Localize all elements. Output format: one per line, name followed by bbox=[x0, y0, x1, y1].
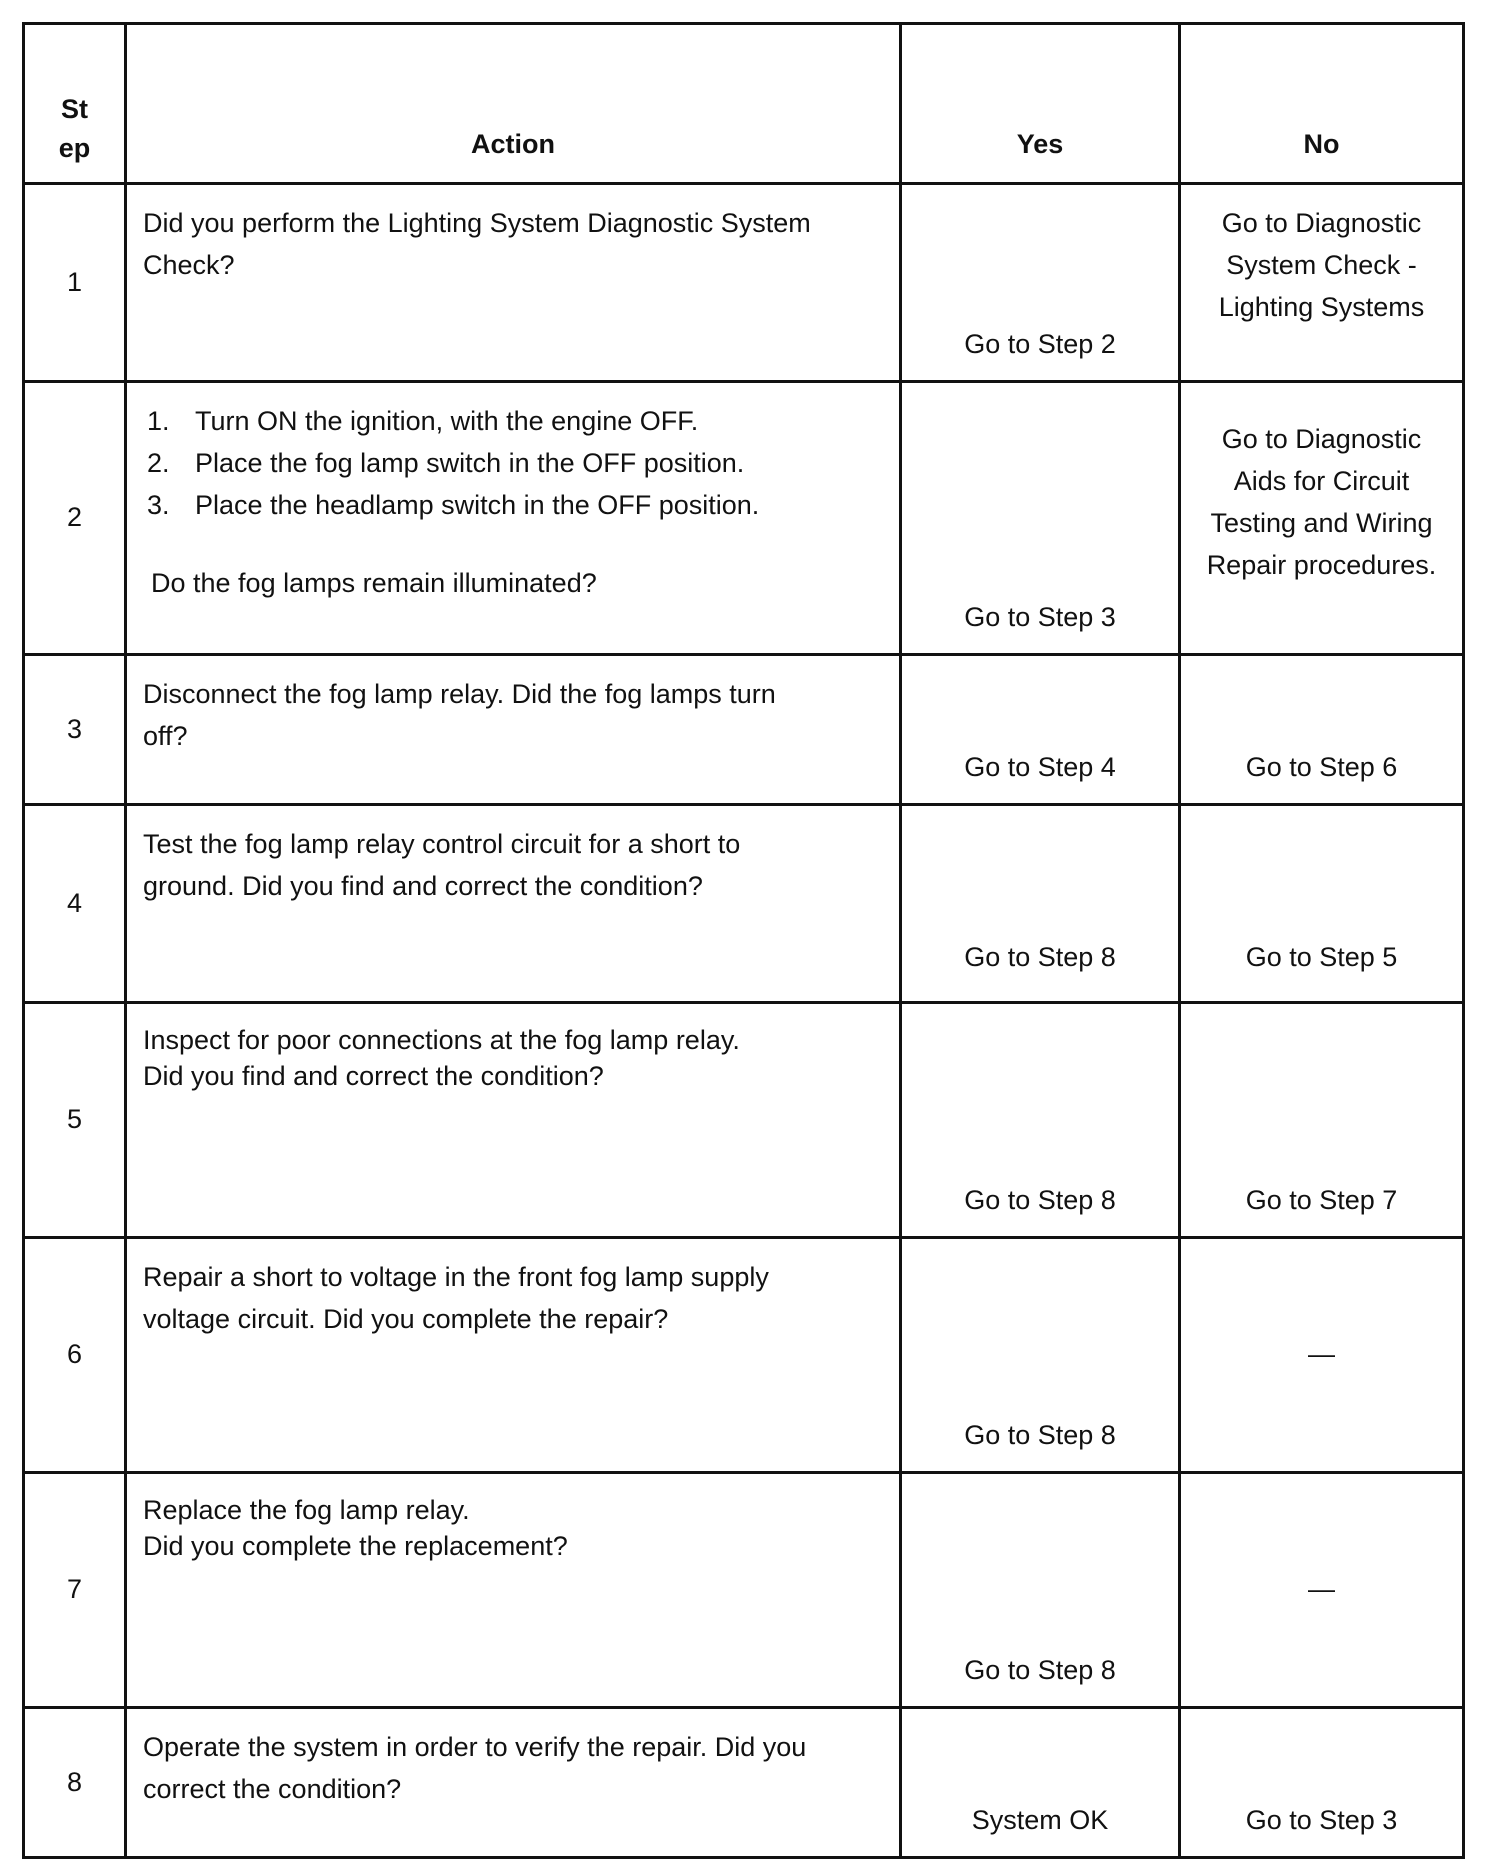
table-row-step-5 bbox=[24, 1003, 1464, 1238]
no-link[interactable]: Go to Step 7 bbox=[1245, 1185, 1398, 1216]
step-number: 4 bbox=[24, 805, 126, 1003]
action-line: Did you perform the Lighting System Diagnostic System bbox=[143, 208, 811, 238]
yes-cell bbox=[901, 1003, 1180, 1238]
yes-cell bbox=[901, 184, 1180, 382]
yes-link[interactable]: Go to Step 4 bbox=[964, 752, 1116, 783]
no-cell bbox=[1180, 1238, 1464, 1473]
no-line: Lighting Systems bbox=[1218, 291, 1425, 322]
list-item-text: Turn ON the ignition, with the engine OFF. bbox=[195, 406, 699, 436]
step-number: 1 bbox=[24, 184, 126, 382]
table-row-step-4 bbox=[24, 805, 1464, 1003]
action-line: Did you find and correct the condition? bbox=[143, 1061, 604, 1092]
list-item-number: 1. bbox=[147, 406, 170, 436]
list-item-text: Place the fog lamp switch in the OFF position. bbox=[195, 447, 745, 478]
no-dash: — bbox=[1308, 1574, 1335, 1605]
step-number: 8 bbox=[24, 1708, 126, 1858]
action-line: Replace the fog lamp relay. bbox=[143, 1495, 470, 1525]
yes-link[interactable]: Go to Step 8 bbox=[964, 942, 1116, 973]
action-question: Do the fog lamps remain illuminated? bbox=[151, 567, 597, 598]
action-line: Inspect for poor connections at the fog lamp relay. bbox=[143, 1025, 740, 1055]
table-row-step-2 bbox=[24, 382, 1464, 655]
action-line: Operate the system in order to verify the repair. Did you bbox=[143, 1732, 807, 1762]
no-cell bbox=[1180, 382, 1464, 655]
list-item bbox=[143, 485, 883, 527]
action-line: Test the fog lamp relay control circuit for a short to bbox=[143, 829, 741, 859]
yes-link[interactable]: Go to Step 8 bbox=[964, 1420, 1116, 1451]
yes-cell bbox=[901, 655, 1180, 805]
header-no: No bbox=[1180, 24, 1464, 184]
yes-link[interactable]: Go to Step 8 bbox=[964, 1185, 1116, 1216]
yes-cell bbox=[901, 1473, 1180, 1708]
diagnostic-table-page bbox=[22, 22, 1462, 1836]
yes-link[interactable]: Go to Step 2 bbox=[964, 329, 1116, 360]
action-line: correct the condition? bbox=[143, 1773, 402, 1804]
list-item-text: Place the headlamp switch in the OFF position. bbox=[195, 489, 760, 520]
step-number: 6 bbox=[24, 1238, 126, 1473]
no-line: System Check - bbox=[1226, 249, 1417, 280]
header-step-part2: ep bbox=[58, 132, 91, 163]
list-item bbox=[143, 401, 883, 443]
action-line: Check? bbox=[143, 249, 235, 280]
action-cell bbox=[126, 1708, 901, 1858]
table-row-step-7 bbox=[24, 1473, 1464, 1708]
action-line: voltage circuit. Did you complete the repair? bbox=[143, 1303, 669, 1334]
no-cell bbox=[1180, 805, 1464, 1003]
action-cell bbox=[126, 1003, 901, 1238]
yes-cell bbox=[901, 805, 1180, 1003]
step-number: 2 bbox=[24, 382, 126, 655]
step-number: 5 bbox=[24, 1003, 126, 1238]
yes-cell bbox=[901, 1238, 1180, 1473]
action-line: off? bbox=[143, 720, 188, 751]
action-line: Repair a short to voltage in the front fog lamp supply bbox=[143, 1262, 769, 1292]
header-yes: Yes bbox=[901, 24, 1180, 184]
yes-cell bbox=[901, 382, 1180, 655]
yes-cell bbox=[901, 1708, 1180, 1858]
no-cell bbox=[1180, 655, 1464, 805]
action-line: Disconnect the fog lamp relay. Did the fog lamps turn bbox=[143, 679, 776, 709]
no-cell bbox=[1180, 184, 1464, 382]
header-step-part1: St bbox=[61, 93, 88, 124]
action-cell bbox=[126, 805, 901, 1003]
no-link[interactable] bbox=[1181, 383, 1462, 586]
no-line: Repair procedures. bbox=[1206, 549, 1437, 580]
action-steps-list bbox=[143, 401, 883, 527]
action-cell bbox=[126, 1238, 901, 1473]
no-link[interactable]: Go to Step 6 bbox=[1245, 752, 1398, 783]
no-line: Go to Diagnostic bbox=[1221, 208, 1422, 238]
action-line: ground. Did you find and correct the condition? bbox=[143, 870, 703, 901]
no-cell bbox=[1180, 1708, 1464, 1858]
step-number: 3 bbox=[24, 655, 126, 805]
no-cell bbox=[1180, 1473, 1464, 1708]
yes-link[interactable]: Go to Step 8 bbox=[964, 1655, 1116, 1686]
action-cell bbox=[126, 655, 901, 805]
table-row-step-6 bbox=[24, 1238, 1464, 1473]
no-dash: — bbox=[1308, 1339, 1335, 1370]
action-cell bbox=[126, 1473, 901, 1708]
table-row-step-3 bbox=[24, 655, 1464, 805]
list-item-number: 2. bbox=[147, 447, 170, 478]
diagnostic-table bbox=[22, 22, 1465, 1859]
header-row bbox=[24, 24, 1464, 184]
table-row-step-1 bbox=[24, 184, 1464, 382]
no-link[interactable]: Go to Step 3 bbox=[1245, 1805, 1398, 1836]
no-line: Testing and Wiring bbox=[1210, 507, 1433, 538]
no-link[interactable] bbox=[1181, 185, 1462, 329]
no-line: Aids for Circuit bbox=[1233, 465, 1410, 496]
header-action: Action bbox=[126, 24, 901, 184]
list-item bbox=[143, 443, 883, 485]
list-item-number: 3. bbox=[147, 489, 170, 520]
no-link[interactable]: Go to Step 5 bbox=[1245, 942, 1398, 973]
step-number: 7 bbox=[24, 1473, 126, 1708]
action-line: Did you complete the replacement? bbox=[143, 1531, 568, 1562]
no-line: Go to Diagnostic bbox=[1221, 424, 1422, 454]
yes-link[interactable]: Go to Step 3 bbox=[964, 602, 1116, 633]
header-step bbox=[24, 24, 126, 184]
yes-link[interactable]: System OK bbox=[971, 1805, 1109, 1836]
table-row-step-8 bbox=[24, 1708, 1464, 1858]
no-cell bbox=[1180, 1003, 1464, 1238]
action-cell bbox=[126, 184, 901, 382]
action-cell bbox=[126, 382, 901, 655]
